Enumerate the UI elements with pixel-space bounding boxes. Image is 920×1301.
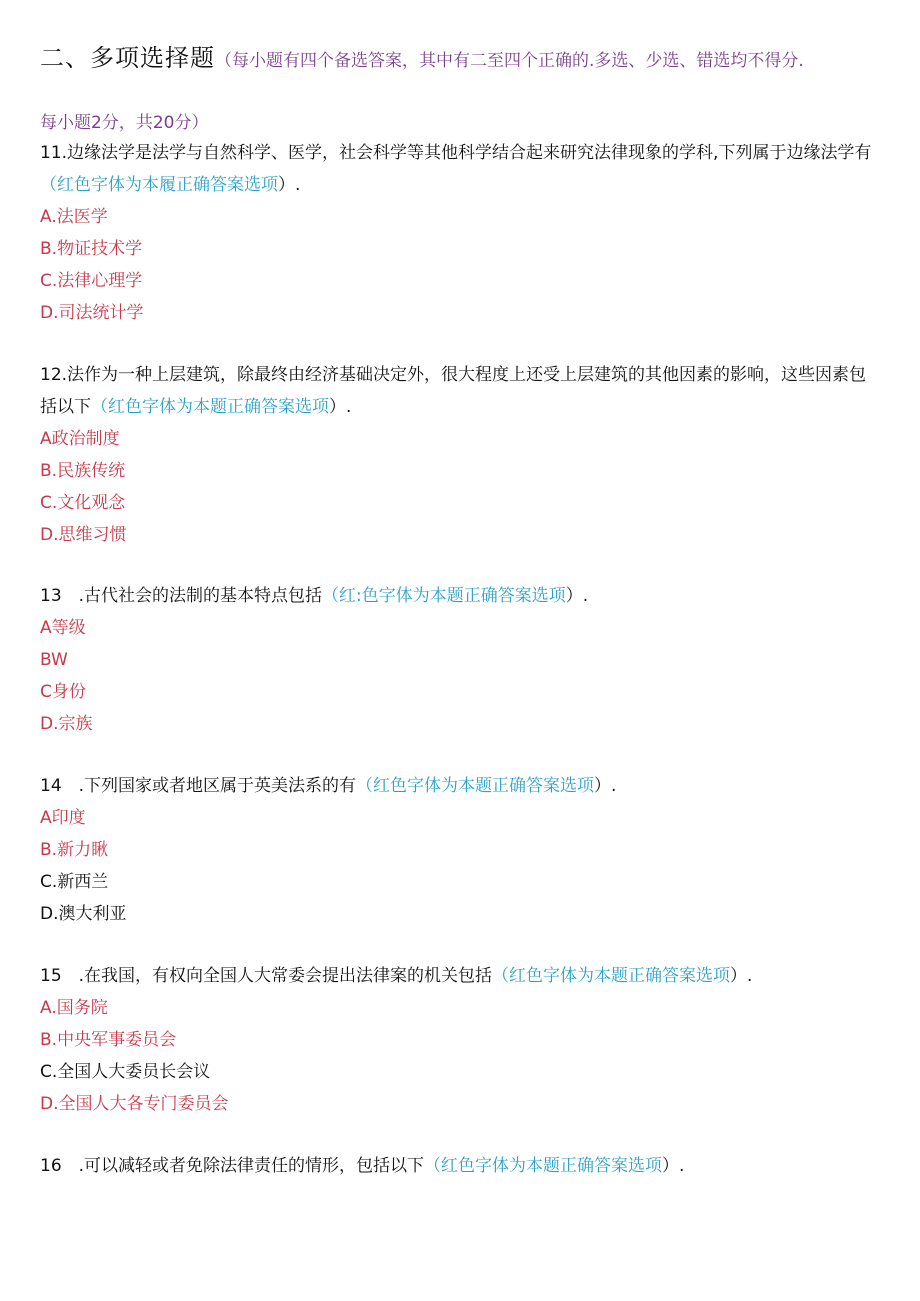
option-c: C.全国人大委员长会议 — [40, 1062, 211, 1082]
question-stem — [40, 960, 880, 992]
question-end: ）. — [730, 966, 753, 986]
option-c: C.文化观念 — [40, 493, 126, 513]
question-stem — [40, 1150, 880, 1182]
section-note: （每小题有四个备选答案，其中有二至四个正确的.多选、少选、错选均不得分. — [215, 51, 804, 71]
option-a: A.国务院 — [40, 998, 108, 1018]
question-stem — [40, 770, 880, 802]
question-11 — [40, 137, 880, 329]
option-d: D.宗族 — [40, 714, 93, 734]
question-text: 14 .下列国家或者地区属于英美法系的有 — [40, 776, 357, 796]
option-b: B.民族传统 — [40, 461, 126, 481]
option-c: C.新西兰 — [40, 872, 109, 892]
answer-hint: （红色字体为本题正确答案选项 — [356, 776, 595, 796]
question-text: 16 .可以减轻或者免除法律责任的情形，包括以下 — [40, 1156, 425, 1176]
option-a: A等级 — [40, 618, 86, 638]
question-12 — [40, 359, 880, 551]
option-a: A印度 — [40, 808, 86, 828]
option-b: B.新力瞅 — [40, 840, 109, 860]
section-header — [40, 38, 804, 73]
question-13 — [40, 580, 880, 740]
answer-hint: （红:色字体为本题正确答案选项 — [322, 586, 566, 606]
option-b: B.物证技术学 — [40, 239, 143, 259]
question-end: ）. — [662, 1156, 685, 1176]
option-d: D.司法统计学 — [40, 303, 144, 323]
option-d: D.全国人大各专门委员会 — [40, 1094, 229, 1114]
answer-hint: （红色字体为本题正确答案选项 — [424, 1156, 663, 1176]
option-a: A政治制度 — [40, 429, 120, 449]
section-note-continued: 每小题2分，共20分） — [40, 113, 209, 133]
question-end: ）. — [565, 586, 589, 606]
question-end: ）. — [278, 175, 301, 195]
option-a: A.法医学 — [40, 207, 108, 227]
question-text: 12.法作为一种上层建筑，除最终由经济基础决定外，很大程度上还受上层建筑的其他因素的影响，这些因素包括以下 — [40, 365, 867, 417]
question-end: ）. — [594, 776, 617, 796]
question-14 — [40, 770, 880, 930]
option-b: B.中央军事委员会 — [40, 1030, 177, 1050]
answer-hint: （红色字体为本题正确答案选项 — [91, 397, 329, 417]
option-b: BW — [40, 650, 68, 670]
option-d: D.思维习惯 — [40, 525, 127, 545]
section-title: 二、多项选择题 — [40, 44, 215, 72]
question-text: 13 .古代社会的法制的基本特点包括 — [40, 586, 323, 606]
answer-hint: （红色字体为本履正确答案选项 — [40, 175, 278, 195]
question-stem — [40, 137, 880, 201]
question-text: 15 .在我国，有权向全国人大常委会提出法律案的机关包括 — [40, 966, 493, 986]
option-c: C身份 — [40, 682, 86, 702]
answer-hint: （红色字体为本题正确答案选项 — [492, 966, 731, 986]
option-c: C.法律心理学 — [40, 271, 143, 291]
question-text: 11.边缘法学是法学与自然科学、医学，社会科学等其他科学结合起来研究法律现象的学科,下列属于边缘法学有 — [40, 143, 872, 163]
question-16 — [40, 1150, 880, 1182]
option-d: D.澳大利亚 — [40, 904, 127, 924]
question-15 — [40, 960, 880, 1120]
question-stem — [40, 580, 880, 612]
question-stem — [40, 359, 880, 423]
question-end: ）. — [329, 397, 352, 417]
